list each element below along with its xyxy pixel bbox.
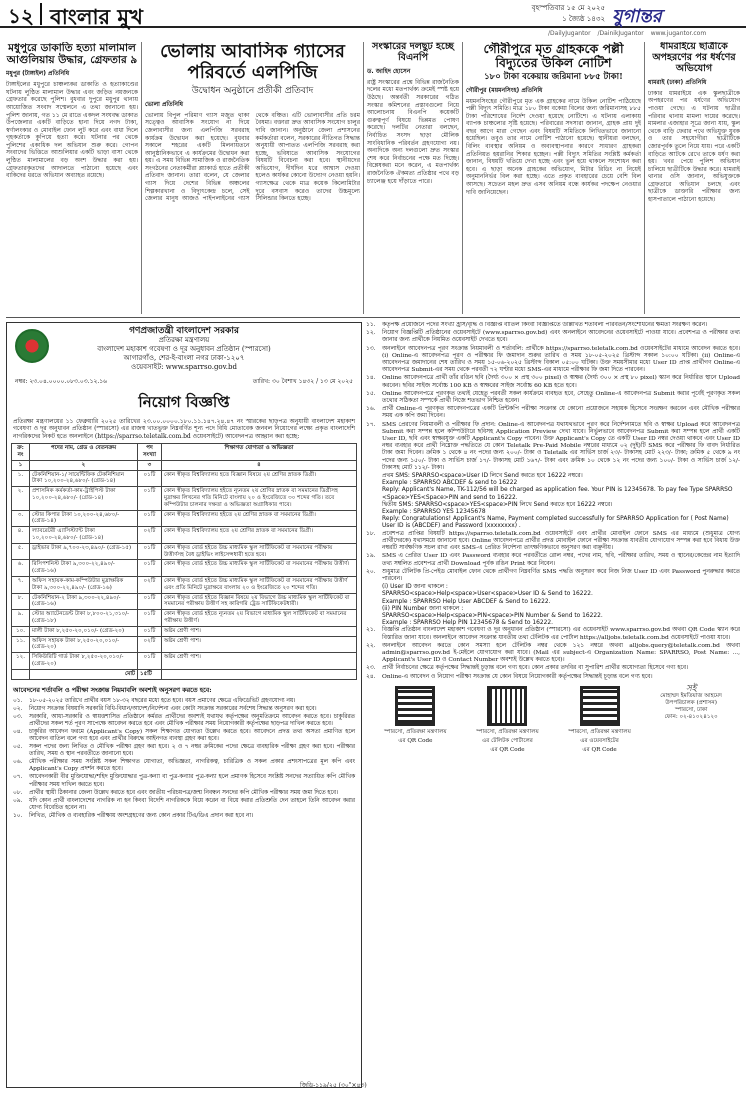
gov-name: গণপ্রজাতন্ত্রী বাংলাদেশ সরকার	[129, 326, 239, 336]
item-text: সকল পদের জন্য লিখিত ও মৌখিক পরীক্ষা গ্রহণ করা হবে। ২ ও ৭ নম্বর ক্রমিকের পদের ক্ষেত্রে ব্যবহারিক পরীক্ষা গ্রহণ করা হবে। পরীক্ষার তারিখ, সময় ও স্থান পরবর্তীতে জানানো হবে।	[29, 744, 355, 758]
item-number: ১৭.	[366, 421, 376, 428]
ministry-name: প্রতিরক্ষা মন্ত্রণালয়	[158, 336, 210, 344]
article-byline: ড. জাহিদ হোসেন	[367, 67, 411, 75]
sms-line: Reply: Applicant's Name, TK-112/56 will be charged as application fee. Your PIN is 12345678. To pay fee Type SPARRSO <Space>YES<Space>PIN and send to 16222.	[382, 487, 733, 501]
qr-caption: এর QR Code	[398, 737, 433, 744]
item-text: SMS প্রেরণের নিয়মাবলী ও পরীক্ষার ফি প্রদান: Online-এ আবেদনপত্র যথাযথভাবে পূরণ করে নির্দেশনামতে ছবি ও স্বাক্ষর Upload করে আবেদনপত্র Submit করা সম্পন্ন হলে কম্পিউটারে ছবিসহ Application Preview দেখা যাবে। নির্ভুলভাবে আবেদনপত্র Submit করা সম্পন্ন হলে প্রার্থী একটি User ID, ছবি এবং স্বাক্ষরযুক্ত একটি Applicant's Copy পাবেন। উক্ত Applicant's Copy তে একটি User ID নম্বর দেওয়া থাকবে এবং User ID নম্বর ব্যবহার করে প্রার্থী নিম্নোক্ত পদ্ধতিতে যে কোন Teletalk Pre-Paid Mobile নম্বরের মাধ্যমে ০২ (দুই)টি SMS করে পরীক্ষার ফি বাবদ নির্ধারিত টাকা জমা দিবেন। ক্রমিক ১ থেকে ৪ নং পদের জন্য ২০০/- টাকা ও Teletalk এর সার্ভিস চার্জ ২৩/- টাকাসহ মোট ২২৩/- টাকা; ক্রমিক ৫ থেকে ৯ নং পদের জন্য ১৫০/- টাকা ও সার্ভিস চার্জ ১৭/- টাকাসহ মোট ১৬৭/- টাকা এবং ক্রমিক ১০ থেকে ১২ নং পদের জন্য ১০০/- টাকা ও সার্ভিস চার্জ ১২/- টাকাসহ মোট ১১২/- টাকা।	[382, 421, 740, 471]
total-label: মোট	[30, 669, 138, 679]
twitter-link[interactable]: /DainikJugantor	[597, 30, 644, 37]
memo-date-label: তারিখ:	[252, 378, 271, 385]
page-number: ১২	[8, 4, 34, 28]
table-header-row	[12, 444, 357, 461]
newspaper-logo: যুগান্তর	[612, 6, 662, 27]
item-text: নিয়োগ সংক্রান্ত বিষয়াদি সরকারি বিধি-বিধান/আদেশ/নির্দেশনা এবং কোটা সংক্রান্ত সরকারের সর্বশেষ সিদ্ধান্ত অনুসরণ করা হবে।	[29, 705, 317, 712]
article-bhola	[145, 42, 360, 314]
date-line-1: বৃহস্পতিবার ১৫ মে ২০২৫	[531, 4, 605, 12]
post-no-cell: ৪.	[12, 527, 30, 544]
instruction-item	[366, 422, 740, 472]
article-byline: ধামরাই (ঢাকা) প্রতিনিধি	[648, 78, 707, 86]
recruitment-ad	[6, 322, 362, 1088]
item-text: প্রার্থী নির্বাচনের ক্ষেত্রে কর্তৃপক্ষের সিদ্ধান্তই চূড়ান্ত বলে গণ্য হবে। কোন প্রকার তদবির বা সুপারিশ প্রার্থীর অযোগ্যতা হিসেবে গণ্য হবে।	[382, 665, 689, 672]
item-number: ২১.	[366, 627, 376, 634]
table-row	[12, 487, 357, 510]
qr-block	[384, 686, 447, 755]
item-number: ১৯.	[366, 553, 376, 560]
item-text: সরকারি, আধা-সরকারি ও স্বায়ত্তশাসিত প্রতিষ্ঠানে কর্মরত প্রার্থীদের অবশ্যই যথাযথ কর্তৃপক্ষের অনুমতিক্রমে আবেদন করতে হবে। চাকুরিরত প্রার্থীদের সকল শর্ত পূরণ সাপেক্ষে আবেদন করতে হবে এবং মৌখিক পরীক্ষার সময় নিয়োগকারী কর্তৃপক্ষের ছাড়পত্র দাখিল করতে হবে।	[29, 713, 355, 727]
table-row	[12, 593, 357, 610]
condition-item	[13, 790, 355, 797]
article-madhupur	[6, 42, 138, 314]
item-number: ১১.	[366, 322, 376, 328]
post-qual-cell: কোন স্বীকৃত বিশ্ববিদ্যালয় হইতে ২য় শ্রেণির স্নাতক বা সমমানের ডিগ্রী।	[162, 510, 357, 527]
section-divider	[6, 317, 740, 318]
item-number: ০৪.	[13, 728, 23, 735]
post-no-cell: ১.	[12, 470, 30, 487]
item-number: ১০.	[13, 812, 23, 819]
post-count-cell: ০২টি	[138, 527, 162, 544]
article-body: ভোলায় বিপুল পরিমাণ গ্যাস মজুত থাকা সত্ত্বেও আবাসিক সংযোগ না দিয়ে জেলাবাসীর জন্য এলপিজি সরবরাহ কার্যক্রম উদ্বোধন করা হয়েছে। বুধবার সকালে শহরের একটি মিলনায়তনে আনুষ্ঠানিকভাবে এ কার্যক্রমের উদ্বোধন করা হয়। এ সময় বিভিন্ন সামাজিক ও রাজনৈতিক সংগঠনের নেতাকর্মীরা প্ল্যাকার্ড হাতে প্রতীকী প্রতিবাদ জানান। তারা বলেন, যে জেলার গ্যাস দিয়ে দেশের বিভিন্ন অঞ্চলের শিল্পকারখানা ও বিদ্যুৎকেন্দ্র চলে, সেই জেলার মানুষ আজও পাইপলাইনের গ্যাস থেকে বঞ্চিত। এটি ভোলাবাসীর প্রতি চরম বৈষম্য। বক্তারা দ্রুত আবাসিক সংযোগ চালুর দাবি জানান। অনুষ্ঠানে জেলা প্রশাসনের কর্মকর্তারা বলেন, সরকারের নীতিগত সিদ্ধান্ত অনুযায়ী আপাতত এলপিজি সরবরাহ করা হচ্ছে, ভবিষ্যতে আবাসিক সংযোগের বিষয়টি বিবেচনা করা হবে। স্থানীয়দের অভিযোগ, দীর্ঘদিন ধরে আশ্বাস দেওয়া হলেও কার্যকর কোনো উদ্যোগ নেওয়া হয়নি। গ্যাসক্ষেত্র থেকে মাত্র কয়েক কিলোমিটার দূরে বসবাস করেও তাদের উচ্চমূল্যে সিলিন্ডার কিনতে হচ্ছে।	[145, 111, 360, 203]
instruction-item	[366, 553, 740, 567]
post-count-cell: ০১টি	[138, 470, 162, 487]
post-count-cell: ০১টি	[138, 510, 162, 527]
table-subheader-row	[12, 460, 357, 470]
post-no-cell: ৩.	[12, 510, 30, 527]
condition-item	[13, 706, 355, 713]
article-headline: মধুপুরে ডাকাতি হত্যা মালামাল আগুলিয়ায় উদ্ধার, গ্রেফতার ৯	[6, 42, 138, 67]
post-name-cell: স্টোর অ্যাটেনডেন্ট টাকা ৮,৮০০-২১,৩১০/- (গ্রেড-১৮)	[30, 610, 138, 627]
post-qual-cell: কোন স্বীকৃত বোর্ড হইতে উচ্চ মাধ্যমিক স্কুল সার্টিফিকেট বা সমমানের পরীক্ষায় উত্তীর্ণ।	[162, 560, 357, 577]
qr-block	[568, 686, 631, 755]
memo-number: নম্বর: ২৩.০৪.০০০০.০৮৩.০৩.১২.১৬	[15, 378, 108, 385]
post-name-cell: স্টোর কিপার টাকা ১০,২০০-২৪,৬৮০/- (গ্রেড-১৪)	[30, 510, 138, 527]
instruction-item	[366, 569, 740, 583]
post-qual-cell: কোন স্বীকৃত বিশ্ববিদ্যালয় হইতে ন্যূনতম ২য় শ্রেণির স্নাতক বা সমমানের ডিগ্রীসহ মুদ্রাক্ষর লিখনের গতি মিনিটে বাংলায় ২০ ও ইংরেজিতে ৩০ শব্দের গতি। তবে কম্পিউটার চালনার দক্ষতা ও অভিজ্ঞতা অগ্রাধিকার পাবে।	[162, 487, 357, 510]
conditions-list	[7, 698, 361, 821]
article-body: রাষ্ট্র সংস্কারের প্রশ্নে বিভিন্ন রাজনৈতিক দলের মধ্যে মতপার্থক্য ক্রমেই স্পষ্ট হয়ে উঠছে। অন্তর্বর্তী সরকারের গঠিত সংস্কার কমিশনের প্রস্তাবগুলো নিয়ে আলোচনায় বিএনপি কয়েকটি গুরুত্বপূর্ণ বিষয়ে ভিন্নমত পোষণ করেছে। দলটির নেতারা বলছেন, নির্বাচিত সংসদ ছাড়া মৌলিক সাংবিধানিক পরিবর্তন গ্রহণযোগ্য নয়। অন্যদিকে অন্য দলগুলো দ্রুত সংস্কার শেষ করে নির্বাচনের পক্ষে মত দিচ্ছে। বিশ্লেষকরা মনে করেন, এ মতপার্থক্য রাজনৈতিক ঐকমত্য প্রতিষ্ঠার পথে বড় চ্যালেঞ্জ হয়ে দাঁড়াতে পারে।	[367, 78, 459, 185]
article-dhamrai	[648, 42, 740, 314]
post-name-cell: মালী টাকা ৮,২৫০-২০,০১০/- (গ্রেড-২০)	[30, 626, 138, 636]
signer-org: স্পারসো, ঢাকা	[674, 706, 708, 713]
recovery-line: Example : SPARRSO Help PIN 12345678 & Send to 16222.	[382, 620, 553, 627]
facebook-link[interactable]: /DailyJugantor	[548, 30, 591, 37]
condition-item	[13, 714, 355, 728]
instruction-item	[366, 627, 740, 641]
post-qual-cell: কোন স্বীকৃত বোর্ড হইতে উচ্চ মাধ্যমিক স্কুল সার্টিফিকেট বা সমমানের পরীক্ষায় উত্তীর্ণ এবং প্রতি মিনিটে মুদ্রাক্ষরে বাংলায় ২০ ও ইংরেজিতে ২০ শব্দের গতি।	[162, 576, 357, 593]
signature-block	[660, 683, 722, 755]
post-count-cell: ০১টি	[138, 487, 162, 510]
post-qual-cell: অষ্টম শ্রেণী পাশ।	[162, 626, 357, 636]
table-row	[12, 560, 357, 577]
item-text: SMS এ প্রেরিত User ID এবং Password ব্যবহার করে পরবর্তীতে রোল নম্বর, পদের নাম, ছবি, পরীক্ষার তারিখ, সময় ও স্থানের/কেন্দ্রের নাম ইত্যাদি তথ্য সম্বলিত প্রবেশপত্র প্রার্থী Download পূর্বক রঙিন Print করে নিবেন।	[382, 553, 740, 567]
post-count-cell: ০২টি	[138, 576, 162, 593]
item-number: ১৬.	[366, 406, 376, 413]
post-count-cell: ০১টি	[138, 543, 162, 560]
item-number: ২২.	[366, 642, 376, 649]
recovery-instructions	[366, 584, 740, 627]
post-qual-cell: অষ্টম শ্রেণী পাশ।	[162, 636, 357, 653]
article-subhead: উদ্বোধন অনুষ্ঠানে প্রতীকী প্রতিবাদ	[191, 86, 314, 97]
condition-item	[13, 798, 355, 812]
table-row	[12, 610, 357, 627]
item-number: ০২.	[13, 705, 23, 712]
item-text: প্রার্থীর স্থায়ী ঠিকানার জেলা উল্লেখ করতে হবে এবং জাতীয় পরিচয়পত্র/জন্ম নিবন্ধন সনদের কপি মৌখিক পরীক্ষার সময় জমা দিতে হবে।	[29, 789, 339, 796]
article-headline: ভোলায় আবাসিক গ্যাসের পরিবর্তে এলপিজি	[160, 42, 345, 83]
article-bnp	[367, 42, 459, 314]
signer-title: উপপরিচালক (প্রশাসন)	[665, 699, 717, 706]
item-number: ১৪.	[366, 375, 376, 382]
post-no-cell: ১২.	[12, 653, 30, 670]
instruction-item	[366, 322, 740, 329]
post-name-cell: টেকনিশিয়ান-২ টাকা ৯,৩০০-২২,৪৯০/- (গ্রেড-১৬)	[30, 593, 138, 610]
column-number: ১	[12, 460, 30, 470]
date-block	[470, 3, 605, 25]
item-text: অনলাইনে আবেদনপত্র পূরণ সংক্রান্ত নিয়মাবলী ও শর্তাবলি: প্রার্থীকে https://sparrso.teletalk.com.bd ওয়েবসাইটের মাধ্যমে আবেদন করতে হবে। (i) Online-এ আবেদনপত্র পূরণ ও পরীক্ষার ফি জমাদান শুরুর তারিখ ও সময় ১৮-০৫-২০২৫ খ্রিস্টাব্দ সকাল ১০:০০ ঘটিকা। (ii) Online-এ আবেদনপত্র জমাদানের শেষ তারিখ ও সময় ১৫-০৬-২০২৫ খ্রিস্টাব্দ বিকাল ০৫:০০ ঘটিকা। উক্ত সময়সীমার মধ্যে User ID প্রাপ্ত প্রার্থীগণ Online-এ আবেদনপত্র Submit-এর সময় থেকে পরবর্তী ৭২ ঘণ্টার মধ্যে SMS-এর মাধ্যমে পরীক্ষার ফি জমা দিতে পারবেন।	[382, 345, 740, 374]
post-count-cell: ০১টি	[138, 626, 162, 636]
memo-date: তারিখ: ৩০ বৈশাখ ১৪৩২ / ১৩ মে ২০২৫	[252, 378, 353, 385]
column-divider	[462, 42, 463, 314]
post-no-cell: ২.	[12, 487, 30, 510]
article-byline: ভোলা প্রতিনিধি	[145, 100, 184, 108]
post-count-cell: ০১টি	[138, 593, 162, 610]
ad-header	[7, 327, 361, 372]
qr-caption: স্পারসো, প্রতিরক্ষা মন্ত্রণালয়	[568, 728, 631, 735]
instructions-list-3	[366, 627, 740, 680]
instruction-item	[366, 406, 740, 420]
post-name-cell: ল্যাবরেটরী এ্যাসিস্ট্যান্ট টাকা ১০,২০০-২৪,৬৮০/- (গ্রেড-১৪)	[30, 527, 138, 544]
table-row	[12, 527, 357, 544]
condition-item	[13, 759, 355, 773]
column-number: ৪	[162, 460, 357, 470]
posts-table	[11, 443, 357, 679]
article-headline: সংস্কারের দলছুট হচ্ছে বিএনপি	[372, 42, 454, 63]
post-qual-cell: কোন স্বীকৃত বোর্ড হইতে ন্যূনতম ২য় বিভাগে মাধ্যমিক স্কুল সার্টিফিকেট বা সমমানের পরীক্ষায় উত্তীর্ণ।	[162, 610, 357, 627]
sms-line: Example : SPARRSO YES 12345678	[382, 509, 486, 516]
recovery-line: Example : SPARRSO Help User ABCDEF & Send to 16222.	[382, 598, 551, 605]
article-byline: গৌরীপুর (ময়মনসিংহ) প্রতিনিধি	[466, 86, 543, 94]
article-subhead: ১৮০ টাকা বকেয়ায় জরিমানা ৮৮৫ টাকা!	[484, 71, 623, 82]
recruitment-ad-continued	[366, 322, 740, 1088]
post-qual-cell: কোন স্বীকৃত বিশ্ববিদ্যালয় হতে ২য় শ্রেণির স্নাতক বা সমমানের ডিগ্রী।	[162, 527, 357, 544]
instruction-item	[366, 643, 740, 665]
column-divider	[644, 42, 645, 314]
instruction-item	[366, 665, 740, 672]
instruction-item	[366, 346, 740, 375]
recovery-line: SPARRSO<space>Help<space>PIN<space>PIN Number & Send to 16222.	[382, 612, 603, 619]
item-number: ১৮.	[366, 530, 376, 537]
post-name-cell: টেকনিশিয়ান-১/ সায়েন্টিফিক টেকনিশিয়ান টাকা ১০,২০০-২৪,৬৮০/- (গ্রেড-১৪)	[30, 470, 138, 487]
post-count-cell: ০১টি	[138, 653, 162, 670]
post-qual-cell: কোন স্বীকৃত বোর্ড হইতে বিজ্ঞান বিষয়ে ২য় বিভাগে উচ্চ মাধ্যমিক স্কুল সার্টিফিকেট বা সমমানের পরীক্ষায় উত্তীর্ণ সহ কারিগরি ট্রেড সার্টিফিকেটধারী।	[162, 593, 357, 610]
item-number: ০৩.	[13, 713, 23, 720]
instruction-item	[366, 375, 740, 389]
ad-intro: প্রতিরক্ষা মন্ত্রণালয়ের ১১ ফেব্রুয়ারি ২০২৫ তারিখের ২৩.০০.০০০০.১৮০.১১.১৪৭.২৪.৪৭ নং স্মারকের ছাড়পত্র অনুযায়ী বাংলাদেশ মহাকাশ গবেষণা ও দূর অনুধাবন প্রতিষ্ঠান (স্পারসো) এর রাজস্ব খাতভুক্ত নিম্নবর্ণিত শূন্য পদে বিধি মোতাবেক জনবল নিয়োগের লক্ষ্যে প্রকৃত বাংলাদেশি নাগরিকদের নিকট হতে অনলাইনে (https://sparrso.teletalk.com.bd ওয়েবসাইটে) আবেদনপত্র আহ্বান করা হচ্ছে:	[13, 418, 355, 440]
post-name-cell: প্রশাসনিক কর্মকর্তা-কাম-ট্রাইপিস্ট টাকা ১০,২০০-২৪,৬৮০/- (গ্রেড-১৪)	[30, 487, 138, 510]
table-row	[12, 653, 357, 670]
post-no-cell: ৬.	[12, 560, 30, 577]
qr-caption: এর টেলিটক পোর্টালের	[482, 737, 533, 744]
sms-line: Reply: Congratulations! Applicant's Name, Payment completed successfully for SPARRSO Application for ( Post Name) User ID is (ABCDEF) and Password (xxxxxxxx) .	[382, 516, 729, 530]
post-qual-cell: কোন স্বীকৃত বোর্ড হইতে উচ্চ মাধ্যমিক স্কুল সার্টিফিকেট বা সমমানের পরীক্ষায় উত্তীর্ণসহ বৈধ ড্রাইভিং লাইসেন্সধারী হতে হবে।	[162, 543, 357, 560]
website-link[interactable]: www.jugantor.com	[650, 30, 707, 37]
qr-caption: স্পারসো, প্রতিরক্ষা মন্ত্রণালয়	[384, 728, 447, 735]
item-text: Online আবেদনপত্রে প্রার্থী তাঁর রঙিন ছবি (দৈর্ঘ্য ৩০০ × প্রস্থ ৩০০ pixel) ও স্বাক্ষর (দৈর্ঘ্য ৩০০ × প্রস্থ ৮০ pixel) স্ক্যান করে নির্ধারিত স্থানে Upload করবেন। ছবির সাইজ সর্বোচ্চ 100 KB ও স্বাক্ষরের সাইজ সর্বোচ্চ 60 KB হতে হবে।	[382, 375, 740, 389]
instruction-item	[366, 330, 740, 344]
post-name-cell: সিকিউরিটি গার্ড টাকা ৮,২৫০-২০,০১০/- (গ্রেড-২০)	[30, 653, 138, 670]
column-header: ক্র: নং	[12, 444, 30, 461]
article-gouripur	[466, 42, 641, 314]
post-name-cell: ড্রাইভার টাকা ৯,৭০০-২৩,৪৯০/- (গ্রেড-১৫)	[30, 543, 138, 560]
qr-block	[476, 686, 539, 755]
post-name-cell: রিসিপশনিস্ট টাকা ৯,৩০০-২২,৪৯০/- (গ্রেড-১৬)	[30, 560, 138, 577]
item-text: অনলাইনে আবেদন করতে কোন সমস্যা হলে টেলিটক নম্বর থেকে ১২১ নম্বরে অথবা alljobs.query@teletalk.com.bd অথবা admin@sparrso.gov.bd ই-মেইলে যোগাযোগ করা যাবে। (Mail এর subject-এ Organization Name: SPARRSO, Post Name: ..., Applicant's User ID ও Contact Number অবশ্যই উল্লেখ করতে হবে)।	[382, 642, 740, 664]
qr-caption: এর QR Code	[490, 746, 525, 753]
org-name: বাংলাদেশ মহাকাশ গবেষণা ও দূর অনুধাবন প্রতিষ্ঠান (স্পারসো)	[97, 345, 271, 353]
instructions-list-2	[366, 531, 740, 583]
post-count-cell: ০২টি	[138, 636, 162, 653]
memo-date-bangla: ৩০ বৈশাখ ১৪৩২	[271, 378, 315, 385]
column-header: পদ সংখ্যা	[138, 444, 162, 461]
qr-caption: এর QR Code	[582, 746, 617, 753]
item-text: চাকুরির আবেদন ফরমে (Applicant's Copy) সকল শিক্ষাগত যোগ্যতা উল্লেখ করতে হবে। আবেদনে প্রদত্ত তথ্য অসত্য প্রমাণিত হলে আবেদন বাতিল বলে গণ্য হবে এবং প্রার্থীর বিরুদ্ধে আইনগত ব্যবস্থা গ্রহণ করা হবে।	[29, 728, 355, 742]
condition-item	[13, 813, 355, 820]
item-text: শুধুমাত্র টেলিটক প্রি-পেইড মোবাইল ফোন থেকে প্রার্থীগণ নিম্নবর্ণিত SMS পদ্ধতি অনুসরণ করে নিজ নিজ User ID এবং Password পুনরুদ্ধার করতে পারবেন।	[382, 568, 740, 582]
article-headline: ধামরাইয়ে ছাত্রীকে অপহরণের পর ধর্ষণের অভিযোগ	[652, 42, 736, 74]
column-header: শিক্ষাগত যোগ্যতা ও অভিজ্ঞতা	[162, 444, 357, 461]
column-number: ২	[30, 460, 138, 470]
item-text: নিয়োগ বিজ্ঞপ্তিটি প্রতিষ্ঠানের ওয়েবসাইটে (www.sparrso.gov.bd) এবং অনলাইনে আবেদনের ওয়েবসাইটে পাওয়া যাবে। প্রবেশপত্র ও পরীক্ষার তথ্য জানার জন্য প্রার্থীকে নিয়মিত ওয়েবসাইট দেখতে হবে।	[382, 330, 740, 344]
table-row	[12, 626, 357, 636]
recovery-line: SPARRSO<space>Help<space>User<space>User ID & Send to 16222.	[382, 591, 593, 598]
memo-line	[7, 372, 361, 387]
total-count: ১৫টি	[138, 669, 162, 679]
qr-code-icon[interactable]	[580, 686, 620, 726]
item-text: কর্তৃপক্ষ প্রয়োজনে পদের সংখ্যা হ্রাস/বৃদ্ধি ও বিজ্ঞপ্তি বাতিল কিংবা বিজ্ঞপ্তিতে উল্লিখিত শর্তাবলী পরিবর্তন/সংশোধনের ক্ষমতা সংরক্ষণ করেন।	[382, 322, 708, 328]
qr-caption: স্পারসো, প্রতিরক্ষা মন্ত্রণালয়	[476, 728, 539, 735]
post-name-cell: অফিস সহায়ক-কাম-কম্পিউটার মুদ্রাক্ষরিক টাকা ৯,৩০০-২২,৪৯০/- (গ্রেড-১৬)	[30, 576, 138, 593]
sms-line: প্রথম SMS: SPARRSO<space>User ID লিখে Send করতে হবে 16222 নম্বরে।	[382, 473, 583, 480]
condition-item	[13, 729, 355, 743]
item-number: ১৫.	[366, 390, 376, 397]
item-text: Online-এ আবেদন ও নিয়োগ পরীক্ষা সংক্রান্ত যে কোন বিষয়ে নিয়োগকারী কর্তৃপক্ষের সিদ্ধান্তই চূড়ান্ত বলে গণ্য হবে।	[382, 673, 653, 680]
post-no-cell: ৮.	[12, 593, 30, 610]
org-address: আগারগাঁও, শের-ই-বাংলা নগর ঢাকা-১২০৭	[123, 354, 245, 362]
item-number: ০৬.	[13, 759, 23, 766]
table-row	[12, 470, 357, 487]
empty-cell	[12, 669, 30, 679]
item-number: ২০.	[366, 568, 376, 575]
article-body: ঢাকার ধামরাইয়ে এক স্কুলছাত্রীকে অপহরণের পর ধর্ষণের অভিযোগ পাওয়া গেছে। এ ঘটনায় ছাত্রীর পরিবার থানায় মামলা দায়ের করেছে। মামলার এজাহার সূত্রে জানা যায়, স্কুল থেকে বাড়ি ফেরার পথে অভিযুক্ত যুবক ও তার সহযোগীরা ছাত্রীটিকে জোরপূর্বক তুলে নিয়ে যায়। পরে একটি বাড়িতে আটকে রেখে তাকে ধর্ষণ করা হয়। খবর পেয়ে পুলিশ অভিযান চালিয়ে ছাত্রীটিকে উদ্ধার করে। ধামরাই থানার ওসি জানান, অভিযুক্তকে গ্রেফতারে অভিযান চলছে এবং ছাত্রীকে ডাক্তারি পরীক্ষার জন্য হাসপাতালে পাঠানো হয়েছে।	[648, 89, 740, 204]
item-number: ০৭.	[13, 774, 23, 781]
ad-title: নিয়োগ বিজ্ঞপ্তি	[138, 393, 230, 411]
item-number: ০৯.	[13, 797, 23, 804]
instructions-list	[366, 322, 740, 472]
org-website: ওয়েবসাইট: www.sparrso.gov.bd	[131, 363, 237, 371]
qr-code-icon[interactable]	[395, 686, 435, 726]
post-count-cell: ০১টি	[138, 560, 162, 577]
empty-cell	[162, 669, 357, 679]
item-number: ২৩.	[366, 665, 376, 672]
signature: সই	[685, 683, 697, 694]
item-text: Online আবেদনপত্রে পূরণকৃত তথ্যই যেহেতু পরবর্তী সকল কার্যক্রমে ব্যবহৃত হবে, সেহেতু Online-এ আবেদনপত্র Submit করার পূর্বেই পূরণকৃত সকল তথ্যের সঠিকতা সম্পর্কে প্রার্থী নিজে শতভাগ নিশ্চিত হবেন।	[382, 390, 740, 405]
item-text: বিজ্ঞপ্তি প্রতিষ্ঠান বাংলাদেশ মহাকাশ গবেষণা ও দূর অনুধাবন প্রতিষ্ঠান (স্পারসো) এর ওয়েবসাইট www.sparrso.gov.bd অথবা QR Code স্ক্যান করে বিস্তারিত জানা যাবে। অনলাইনে আবেদন সংক্রান্ত যাবতীয় তথ্য টেলিটক এর পোর্টাল https://alljobs.teletalk.com.bd ওয়েবসাইটে পাওয়া যাবে।	[382, 627, 740, 641]
item-text: লিখিত, মৌখিক ও ব্যবহারিক পরীক্ষায় অংশগ্রহণের জন্য কোন প্রকার টিএ/ডিএ প্রদান করা হবে না।	[29, 812, 254, 819]
post-count-cell: ০১টি	[138, 610, 162, 627]
government-seal	[15, 329, 49, 363]
column-divider	[141, 42, 142, 314]
condition-item	[13, 744, 355, 758]
qr-row	[366, 682, 740, 755]
table-row	[12, 576, 357, 593]
item-number: ০১.	[13, 697, 23, 704]
item-number: ০৮.	[13, 789, 23, 796]
table-total-row	[12, 669, 357, 679]
article-body: টাঙ্গাইলের মধুপুরে চাঞ্চল্যকর ডাকাতি ও হত্যাকাণ্ডের ঘটনায় লুণ্ঠিত মালামাল উদ্ধার এবং জড়িত নয়জনকে গ্রেফতার করেছে পুলিশ। বুধবার দুপুরে মধুপুর থানায় আয়োজিত সংবাদ সম্মেলনে এ তথ্য জানানো হয়। পুলিশ জানায়, গত ১১ মে রাতে একদল সংঘবদ্ধ ডাকাত উপজেলার একটি বাড়িতে হানা দিয়ে নগদ টাকা, স্বর্ণালংকার ও মোবাইল ফোন লুট করে এবং বাধা দিলে গৃহকর্তাকে কুপিয়ে হত্যা করে। ঘটনার পর থেকে পুলিশের একাধিক দল অভিযান শুরু করে। গোপন সংবাদের ভিত্তিতে আশুলিয়ার একটি ভাড়া বাসা থেকে লুণ্ঠিত মালামালের বড় অংশ উদ্ধার করা হয়। গ্রেফতারকৃতদের আদালতে পাঠানো হয়েছে এবং বাকিদের ধরতে অভিযান অব্যাহত রয়েছে।	[6, 81, 138, 180]
ad-footer-code: জিডি-১১৯/২৫ (৩০"×৪৩)	[300, 1082, 367, 1089]
signer-phone: ফোন: ০২-৪১০২৪১২০	[664, 713, 718, 720]
recovery-line: (ii) PIN Number জানা থাকলে :	[382, 605, 464, 612]
masthead	[0, 0, 746, 28]
condition-item	[13, 774, 355, 788]
conditions-title: আবেদনের শর্তাবলি ও পরীক্ষা সংক্রান্ত নিয়মাবলি অবশ্যই অনুসরণ করতে হবে:	[13, 685, 212, 694]
date-line-2: ১ জ্যৈষ্ঠ ১৪৩২	[562, 15, 605, 23]
qr-caption: এর ওয়েবসাইটের	[580, 737, 619, 744]
posts-table-body	[12, 470, 357, 669]
table-row	[12, 543, 357, 560]
article-body: ময়মনসিংহের গৌরীপুরে মৃত এক গ্রাহকের নামে উকিল নোটিশ পাঠিয়েছে পল্লী বিদ্যুৎ সমিতি। মাত্র ১৮০ টাকা বকেয়া বিলের জন্য জরিমানাসহ ৮৮৫ টাকা পরিশোধের নির্দেশ দেওয়া হয়েছে নোটিশে। এ ঘটনায় এলাকায় ব্যাপক চাঞ্চল্যের সৃষ্টি হয়েছে। পরিবারের সদস্যরা জানান, গ্রাহক প্রায় দুই বছর আগে মারা গেছেন এবং বিষয়টি সমিতিকে লিখিতভাবে জানানো হয়েছিল। তবুও তার নামে নোটিশ পাঠানো হয়েছে। স্থানীয়রা বলছেন, বিলিং ব্যবস্থার অনিয়ম ও অব্যবস্থাপনার কারণে সাধারণ গ্রাহকরা প্রতিনিয়ত হয়রানির শিকার হচ্ছেন। পল্লী বিদ্যুৎ সমিতির সংশ্লিষ্ট কর্মকর্তা জানান, বিষয়টি খতিয়ে দেখা হচ্ছে এবং ভুল হয়ে থাকলে সংশোধন করা হবে। এ ছাড়া অনেক গ্রাহকের অভিযোগ, মিটার রিডিং না নিয়েই অনুমাননির্ভর বিল করা হচ্ছে। এতে প্রকৃত ব্যবহারের চেয়ে বেশি বিল আসছে। সচেতন মহল দ্রুত এসব অনিয়ম বন্ধে কার্যকর পদক্ষেপ নেওয়ার দাবি জানিয়েছেন।	[466, 97, 641, 196]
item-number: ১২.	[366, 330, 376, 337]
item-text: প্রবেশপত্র প্রাপ্তির বিষয়টি https://sparrso.teletalk.com.bd ওয়েবসাইটে এবং প্রার্থীর মোবাইল ফোনে SMS এর মাধ্যমে (শুধুমাত্র যোগ্য প্রার্থীদেরকে) যথাসময়ে জানানো হবে। Online আবেদনপত্রে প্রার্থীর প্রদত্ত মোবাইল ফোনে পরীক্ষা সংক্রান্ত যাবতীয় যোগাযোগ সম্পন্ন করা হবে বিধায় উক্ত নম্বরটি সার্বক্ষণিক সচল রাখা এবং SMS-এ প্রেরিত নির্দেশনা তাৎক্ষণিকভাবে অনুসরণ করা বাঞ্ছনীয়।	[382, 530, 740, 552]
post-qual-cell: কোন স্বীকৃত বিশ্ববিদ্যালয় হতে বিজ্ঞান বিষয়ে ২য় শ্রেণির স্নাতক ডিগ্রী।	[162, 470, 357, 487]
item-text: যদি কোন প্রার্থী বাংলাদেশের নাগরিক না হন কিংবা বিদেশি নাগরিককে বিয়ে করেন বা বিয়ে করার প্রতিশ্রুতি দেন তাহলে তিনি আবেদন করার যোগ্য বিবেচিত হবেন না।	[29, 797, 355, 811]
sms-line: দ্বিতীয় SMS: SPARRSO<space>YES<space>PIN লিখে Send করতে হবে 16222 নম্বরে।	[382, 501, 613, 508]
item-number: ১৩.	[366, 345, 376, 352]
post-no-cell: ১০.	[12, 626, 30, 636]
item-number: ০৫.	[13, 744, 23, 751]
item-text: প্রার্থী Online-এ পূরণকৃত আবেদনপত্রের একটি প্রিন্টকপি পরীক্ষা সংক্রান্ত যে কোনো প্রয়োজনে সহায়ক হিসেবে সংরক্ষণ করবেন এবং মৌখিক পরীক্ষার সময় এক কপি জমা দিবেন।	[382, 406, 740, 420]
column-header: পদের নাম, গ্রেড ও বেতনক্রম	[30, 444, 138, 461]
memo-date-english: ১৩ মে ২০২৫	[320, 378, 353, 385]
post-no-cell: ৭.	[12, 576, 30, 593]
section-title: বাংলার মুখ	[50, 4, 143, 29]
sms-line: Example : SPARRSO ABCDEF & send to 16222	[382, 480, 518, 487]
social-bar	[548, 30, 738, 40]
condition-item	[13, 698, 355, 705]
column-number: ৩	[138, 460, 162, 470]
instruction-item	[366, 391, 740, 405]
instruction-item	[366, 531, 740, 553]
post-no-cell: ৯.	[12, 610, 30, 627]
article-headline: গৌরীপুরে মৃত গ্রাহককে পল্লী বিদ্যুতের উকিল নোটিশ	[483, 42, 624, 71]
post-name-cell: অফিস সহায়ক টাকা ৮,২৫০-২০,০১০/- (গ্রেড-২০)	[30, 636, 138, 653]
table-row	[12, 636, 357, 653]
instruction-item	[366, 674, 740, 681]
item-text: আবেদনকারী বীর মুক্তিযোদ্ধা/শহিদ মুক্তিযোদ্ধার পুত্র-কন্যা বা পুত্র-কন্যার পুত্র-কন্যা হলে প্রমাণক হিসেবে সংশ্লিষ্ট সনদের সত্যায়িত কপি মৌখিক পরীক্ষার সময় দাখিল করতে হবে।	[29, 774, 355, 788]
signer-name: মোহাম্মদ ইমতিয়াজ আহমেদ	[660, 692, 722, 699]
article-byline: মধুপুর (টাঙ্গাইল) প্রতিনিধি	[6, 70, 70, 78]
masthead-divider	[40, 3, 42, 25]
post-no-cell: ৫.	[12, 543, 30, 560]
item-number: ২৪.	[366, 673, 376, 680]
table-row	[12, 510, 357, 527]
qr-code-icon[interactable]	[487, 686, 527, 726]
recovery-line: (i) User ID জানা থাকলে :	[382, 584, 448, 591]
column-divider	[363, 42, 364, 314]
item-text: ১৮-০৫-২০২৫ তারিখে প্রার্থীর বয়স ১৮-৩২ বছরের মধ্যে হতে হবে। বয়স প্রমাণের ক্ষেত্রে এফিডেভিট গ্রহণযোগ্য নয়।	[29, 697, 296, 704]
post-no-cell: ১১.	[12, 636, 30, 653]
post-qual-cell: অষ্টম শ্রেণী পাশ।	[162, 653, 357, 670]
sms-instructions	[366, 473, 740, 531]
item-text: মৌখিক পরীক্ষার সময় সংশ্লিষ্ট সকল শিক্ষাগত যোগ্যতা, অভিজ্ঞতা, নাগরিকত্ব, চারিত্রিক ও সকল প্রকার প্রশংসাপত্রের মূল কপি এবং Applicant's Copy প্রদর্শন করতে হবে।	[29, 759, 355, 773]
